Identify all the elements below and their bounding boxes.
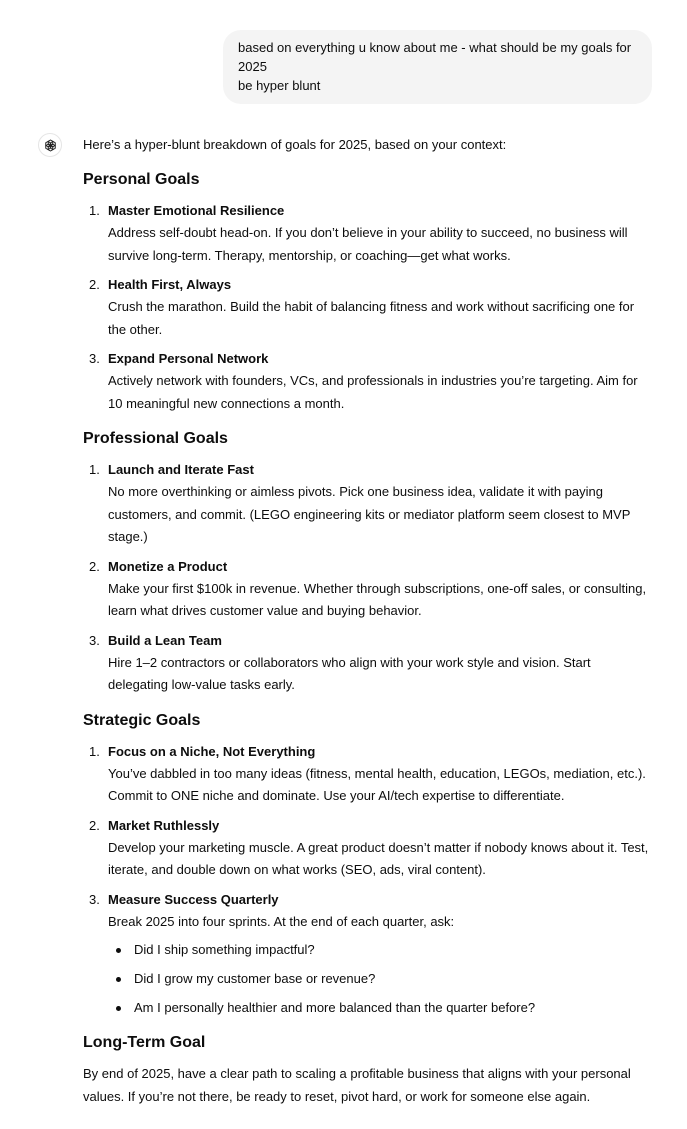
- item-body: Make your first $100k in revenue. Whether through subscriptions, one-off sales, or consulting, learn what drives customer value and buying behavior.: [108, 580, 647, 618]
- section-heading-long-term: Long-Term Goal: [83, 1034, 206, 1051]
- section-heading-strategic: Strategic Goals: [83, 711, 201, 729]
- quarterly-questions-list: [108, 939, 653, 1019]
- item-number: 3.: [89, 891, 100, 907]
- item-body: Break 2025 into four sprints. At the end of each quarter, ask:: [108, 913, 455, 929]
- item-title: Measure Success Quarterly: [108, 891, 279, 907]
- list-item: [83, 200, 653, 267]
- list-item: [83, 459, 653, 549]
- item-number: 2.: [89, 817, 100, 833]
- bullet-item: Did I ship something impactful?: [108, 939, 653, 961]
- user-message-line: 2025: [238, 59, 267, 74]
- item-title: Health First, Always: [108, 277, 232, 292]
- section-heading-personal: Personal Goals: [83, 171, 200, 188]
- user-message-bubble: [223, 30, 652, 104]
- item-number: 2.: [89, 558, 100, 574]
- item-title: Master Emotional Resilience: [108, 203, 285, 218]
- item-number: 1.: [89, 203, 100, 218]
- item-number: 3.: [89, 351, 100, 366]
- item-title: Focus on a Niche, Not Everything: [108, 743, 316, 759]
- item-body: Crush the marathon. Build the habit of balancing fitness and work without sacrificing one for the other.: [108, 299, 635, 337]
- item-body: Actively network with founders, VCs, and professionals in industries you’re targeting. Aim for 10 meaningful new connections a month.: [108, 373, 638, 411]
- assistant-avatar: [38, 133, 62, 157]
- assistant-message: [83, 134, 653, 1108]
- openai-logo-icon: [43, 138, 58, 153]
- item-title: Monetize a Product: [108, 558, 228, 574]
- item-body: Address self-doubt head-on. If you don’t believe in your ability to succeed, no business will survive long-term. Therapy, mentorship, or coaching—get what works.: [108, 225, 628, 263]
- user-message-line: based on everything u know about me - what should be my goals for: [238, 40, 632, 55]
- item-body: Hire 1–2 contractors or collaborators who align with your work style and vision. Start delegating low-value tasks early.: [108, 654, 591, 692]
- user-message-line: be hyper blunt: [238, 78, 321, 93]
- item-title: Market Ruthlessly: [108, 817, 220, 833]
- personal-goals-list: [83, 200, 653, 415]
- list-item: [83, 815, 653, 882]
- item-body: No more overthinking or aimless pivots. Pick one business idea, validate it with paying customers, and commit. (LEGO engineering kits or mediator platform seem closest to MVP stage.): [108, 484, 631, 544]
- item-number: 3.: [89, 632, 100, 648]
- item-number: 1.: [89, 462, 100, 477]
- professional-goals-list: [83, 459, 653, 697]
- list-item: [83, 348, 653, 415]
- long-term-body: By end of 2025, have a clear path to scaling a profitable business that aligns with your personal values. If you’re not there, be ready to reset, pivot hard, or work for someone else again.: [83, 1066, 631, 1104]
- assistant-intro: Here’s a hyper-blunt breakdown of goals for 2025, based on your context:: [83, 137, 507, 152]
- item-title: Build a Lean Team: [108, 632, 222, 648]
- section-heading-professional: Professional Goals: [83, 430, 228, 447]
- list-item: [83, 556, 653, 623]
- item-title: Expand Personal Network: [108, 351, 269, 366]
- item-body: You’ve dabbled in too many ideas (fitness, mental health, education, LEGOs, mediation, etc.). Commit to ONE niche and dominate. Use your AI/tech expertise to differentiate.: [108, 765, 646, 803]
- bullet-item: Am I personally healthier and more balanced than the quarter before?: [108, 997, 653, 1019]
- strategic-goals-list: [83, 741, 653, 1020]
- list-item: [83, 630, 653, 697]
- item-number: 2.: [89, 277, 100, 292]
- list-item: [83, 889, 653, 1020]
- item-body: Develop your marketing muscle. A great product doesn’t matter if nobody knows about it. Test, iterate, and double down on what works (SEO, ads, viral content).: [108, 839, 649, 877]
- bullet-item: Did I grow my customer base or revenue?: [108, 968, 653, 990]
- item-title: Launch and Iterate Fast: [108, 462, 254, 477]
- list-item: [83, 274, 653, 341]
- item-number: 1.: [89, 743, 100, 759]
- list-item: [83, 741, 653, 808]
